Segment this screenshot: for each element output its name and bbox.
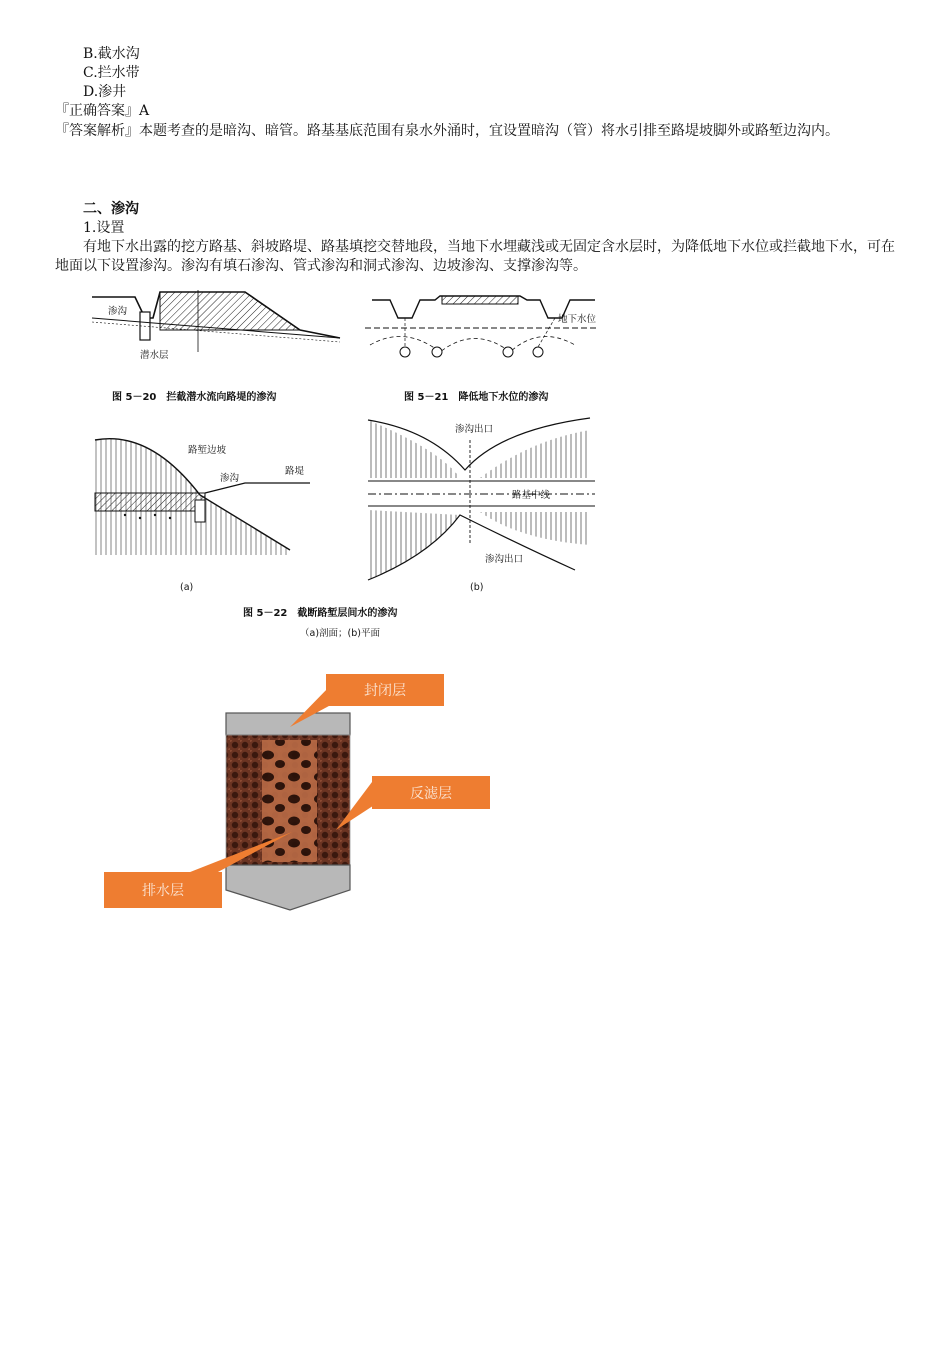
answer-analysis: 『答案解析』本题考查的是暗沟、暗管。路基基底范围有泉水外涌时，宜设置暗沟（管）将水引排至路堤坡脚外或路堑边沟内。 (55, 123, 839, 139)
fig522-b-label: (b) (470, 582, 484, 593)
fig520-caption: 图 5－20 拦截潜水流向路堤的渗沟 (112, 392, 277, 403)
figure-5-20 (92, 290, 340, 403)
fig522-label-embank: 路堤 (285, 466, 305, 477)
fig522-label-ditch: 渗沟 (220, 473, 240, 484)
option-d: D.渗井 (83, 84, 127, 100)
section-paragraph: 有地下水出露的挖方路基、斜坡路堤、路基填挖交替地段，当地下水埋藏浅或无固定含水层时，为降低地下水位或拦截地下水，可在地面以下设置渗沟。渗沟有填石渗沟、管式渗沟和洞式渗沟、边坡渗沟、支撑渗沟等。 (55, 239, 895, 274)
fig520-label-ditch: 渗沟 (108, 306, 128, 317)
section-subtitle: 1.设置 (83, 220, 125, 236)
figures-5-20-to-5-22 (0, 0, 950, 660)
fig521-caption: 图 5－21 降低地下水位的渗沟 (404, 392, 549, 403)
seal-layer-block (226, 713, 350, 735)
correct-answer: 『正确答案』A (55, 103, 150, 119)
fig522-label-outlet-bottom: 渗沟出口 (485, 554, 524, 565)
figure-5-22-a (95, 439, 310, 593)
fig522-caption: 图 5－22 截断路堑层间水的渗沟 (243, 608, 398, 619)
option-b: B.截水沟 (83, 46, 140, 62)
fig522-sub: （a)剖面；(b)平面 (300, 628, 380, 639)
fig520-label-aquifer: 潜水层 (140, 350, 169, 361)
option-c: C.拦水带 (83, 65, 140, 81)
figure-5-21 (365, 296, 598, 403)
fig522-label-slope: 路堑边坡 (188, 445, 227, 456)
bottom-cap-block (226, 865, 350, 910)
filter-layer-label: 反滤层 (372, 776, 490, 809)
fig522-a-label: (a) (180, 582, 194, 593)
figure-5-22-b (368, 418, 595, 593)
fig522-label-center: 路基中线 (512, 490, 551, 501)
fig522-label-outlet-top: 渗沟出口 (455, 424, 494, 435)
fig521-label-water: 地下水位 (558, 314, 597, 325)
seal-layer-label: 封闭层 (326, 674, 444, 706)
section-title: 二、渗沟 (83, 201, 139, 217)
drain-layer-label: 排水层 (104, 872, 222, 908)
